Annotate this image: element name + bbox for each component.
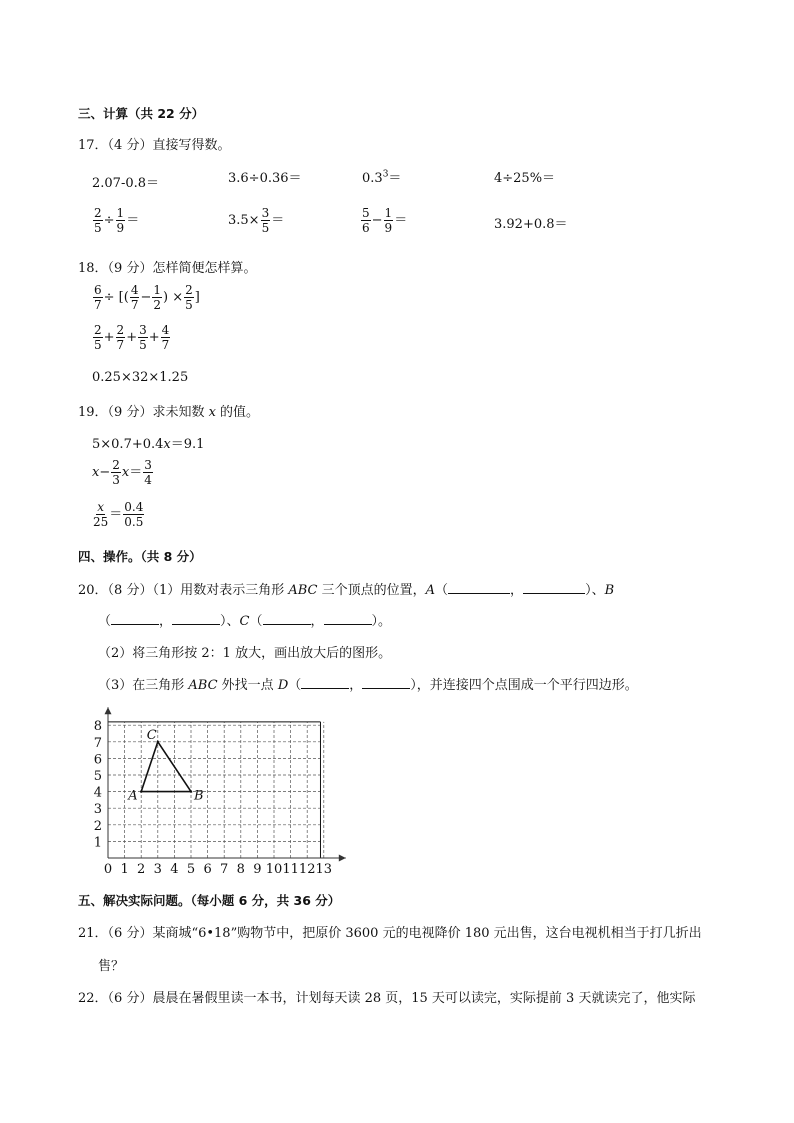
section-4-title: 四、操作。（共 8 分） (78, 549, 202, 564)
q19-expr-3: $\frac{x}{25}$ ＝ $\frac{0.4}{0.5}$ (93, 500, 144, 529)
q17-r1-c2: 3.6÷0.36＝ (228, 171, 302, 186)
y-tick-label: 8 (93, 719, 102, 735)
q17-r2-c2: 3.5× $\frac{3}{5}$ ＝ (228, 206, 285, 235)
x-tick-label: 13 (315, 862, 333, 877)
vertex-label: C (146, 727, 157, 743)
q19-stem: 19．（9 分）求未知数 x 的值。 (78, 405, 260, 420)
q19-expr-1: 5×0.7+0.4x＝9.1 (92, 437, 205, 452)
x-axis-arrow (339, 855, 346, 862)
x-tick-label: 10 (265, 862, 283, 877)
section-3-title: 三、计算（共 22 分） (78, 106, 205, 121)
q22-line-1: 22．（6 分）晨晨在暑假里读一本书，计划每天读 28 页，15 天可以读完，实际提前 3 天就读完了，他实际 (78, 991, 696, 1006)
q17-r1-c3: $0.3^3=$ (362, 169, 402, 186)
y-tick-label: 2 (93, 818, 102, 834)
q18-expr-2: $\frac{2}{5}$ + $\frac{2}{7}$ + $\frac{3}{5}$ + $\frac{4}{7}$ (94, 323, 170, 352)
x-tick-label: 6 (203, 862, 212, 877)
q21-line-1: 21．（6 分）某商城“6•18”购物节中，把原价 3600 元的电视降价 180 元出售，这台电视机相当于打几折出 (78, 926, 702, 941)
x-tick-label: 9 (253, 862, 262, 877)
y-tick-label: 6 (93, 752, 102, 768)
x-tick-label: 0 (103, 862, 113, 877)
q20-line-4: （3）在三角形 ABC 外找一点 D（ ， ），并连接四个点围成一个平行四边形。 (98, 678, 638, 693)
q18-stem: 18．（9 分）怎样简便怎样算。 (78, 261, 257, 276)
coordinate-grid-chart (84, 700, 374, 880)
q17-r2-c3: $\frac{5}{6}$ − $\frac{1}{9}$ ＝ (362, 206, 408, 235)
q17-r1-c4: 4÷25%＝ (494, 171, 556, 186)
q17-r1-c1: 2.07-0.8＝ (92, 176, 160, 191)
vertex-point (157, 741, 159, 743)
vertex-point (190, 790, 192, 792)
y-tick-label: 1 (93, 835, 102, 851)
q21-line-2: 售？ (98, 959, 125, 974)
vertex-point (140, 790, 142, 792)
q18-expr-3: 0.25×32×1.25 (92, 370, 189, 385)
x-tick-label: 4 (170, 862, 179, 877)
y-axis-arrow (105, 707, 112, 714)
q20-line-3: （2）将三角形按 2：1 放大，画出放大后的图形。 (98, 646, 392, 661)
grid-lines (108, 722, 324, 858)
y-tick-label: 3 (93, 802, 102, 818)
x-tick-label: 5 (186, 862, 196, 877)
section-5-title: 五、解决实际问题。（每小题 6 分，共 36 分） (78, 893, 341, 908)
q17-r2-c1: $\frac{2}{5}$ ÷ $\frac{1}{9}$ ＝ (94, 206, 140, 235)
x-tick-label: 8 (236, 862, 245, 877)
q17-stem: 17．（4 分）直接写得数。 (78, 138, 231, 153)
axes (105, 707, 346, 861)
x-tick-label: 12 (298, 862, 316, 877)
y-tick-label: 4 (93, 785, 102, 801)
q18-expr-1: $\frac{6}{7}$ ÷ [( $\frac{4}{7}$ − $\frac{1}{2}$ ) × $\frac{2}{5}$ ] (94, 283, 200, 312)
y-tick-label: 5 (93, 769, 102, 784)
x-tick-label: 7 (220, 862, 229, 877)
triangle-marks (127, 728, 203, 804)
q20-line-2: （ ， ）、C（ ， ）。 (98, 614, 392, 629)
y-tick-label: 7 (93, 735, 102, 751)
vertex-label: B (194, 788, 204, 804)
vertex-label: A (128, 788, 138, 804)
triangle-abc (141, 742, 191, 792)
x-tick-label: 1 (120, 862, 129, 877)
q20-line-1: 20．（8 分）（1）用数对表示三角形 ABC 三个顶点的位置，A（ ， ）、B (78, 583, 615, 598)
x-tick-label: 11 (282, 862, 299, 877)
x-tick-label: 3 (153, 862, 162, 877)
x-tick-label: 2 (137, 862, 146, 877)
q17-r2-c4: 3.92+0.8＝ (494, 217, 568, 232)
q19-expr-2: x− $\frac{2}{3}$ x＝ $\frac{3}{4}$ (92, 458, 152, 487)
